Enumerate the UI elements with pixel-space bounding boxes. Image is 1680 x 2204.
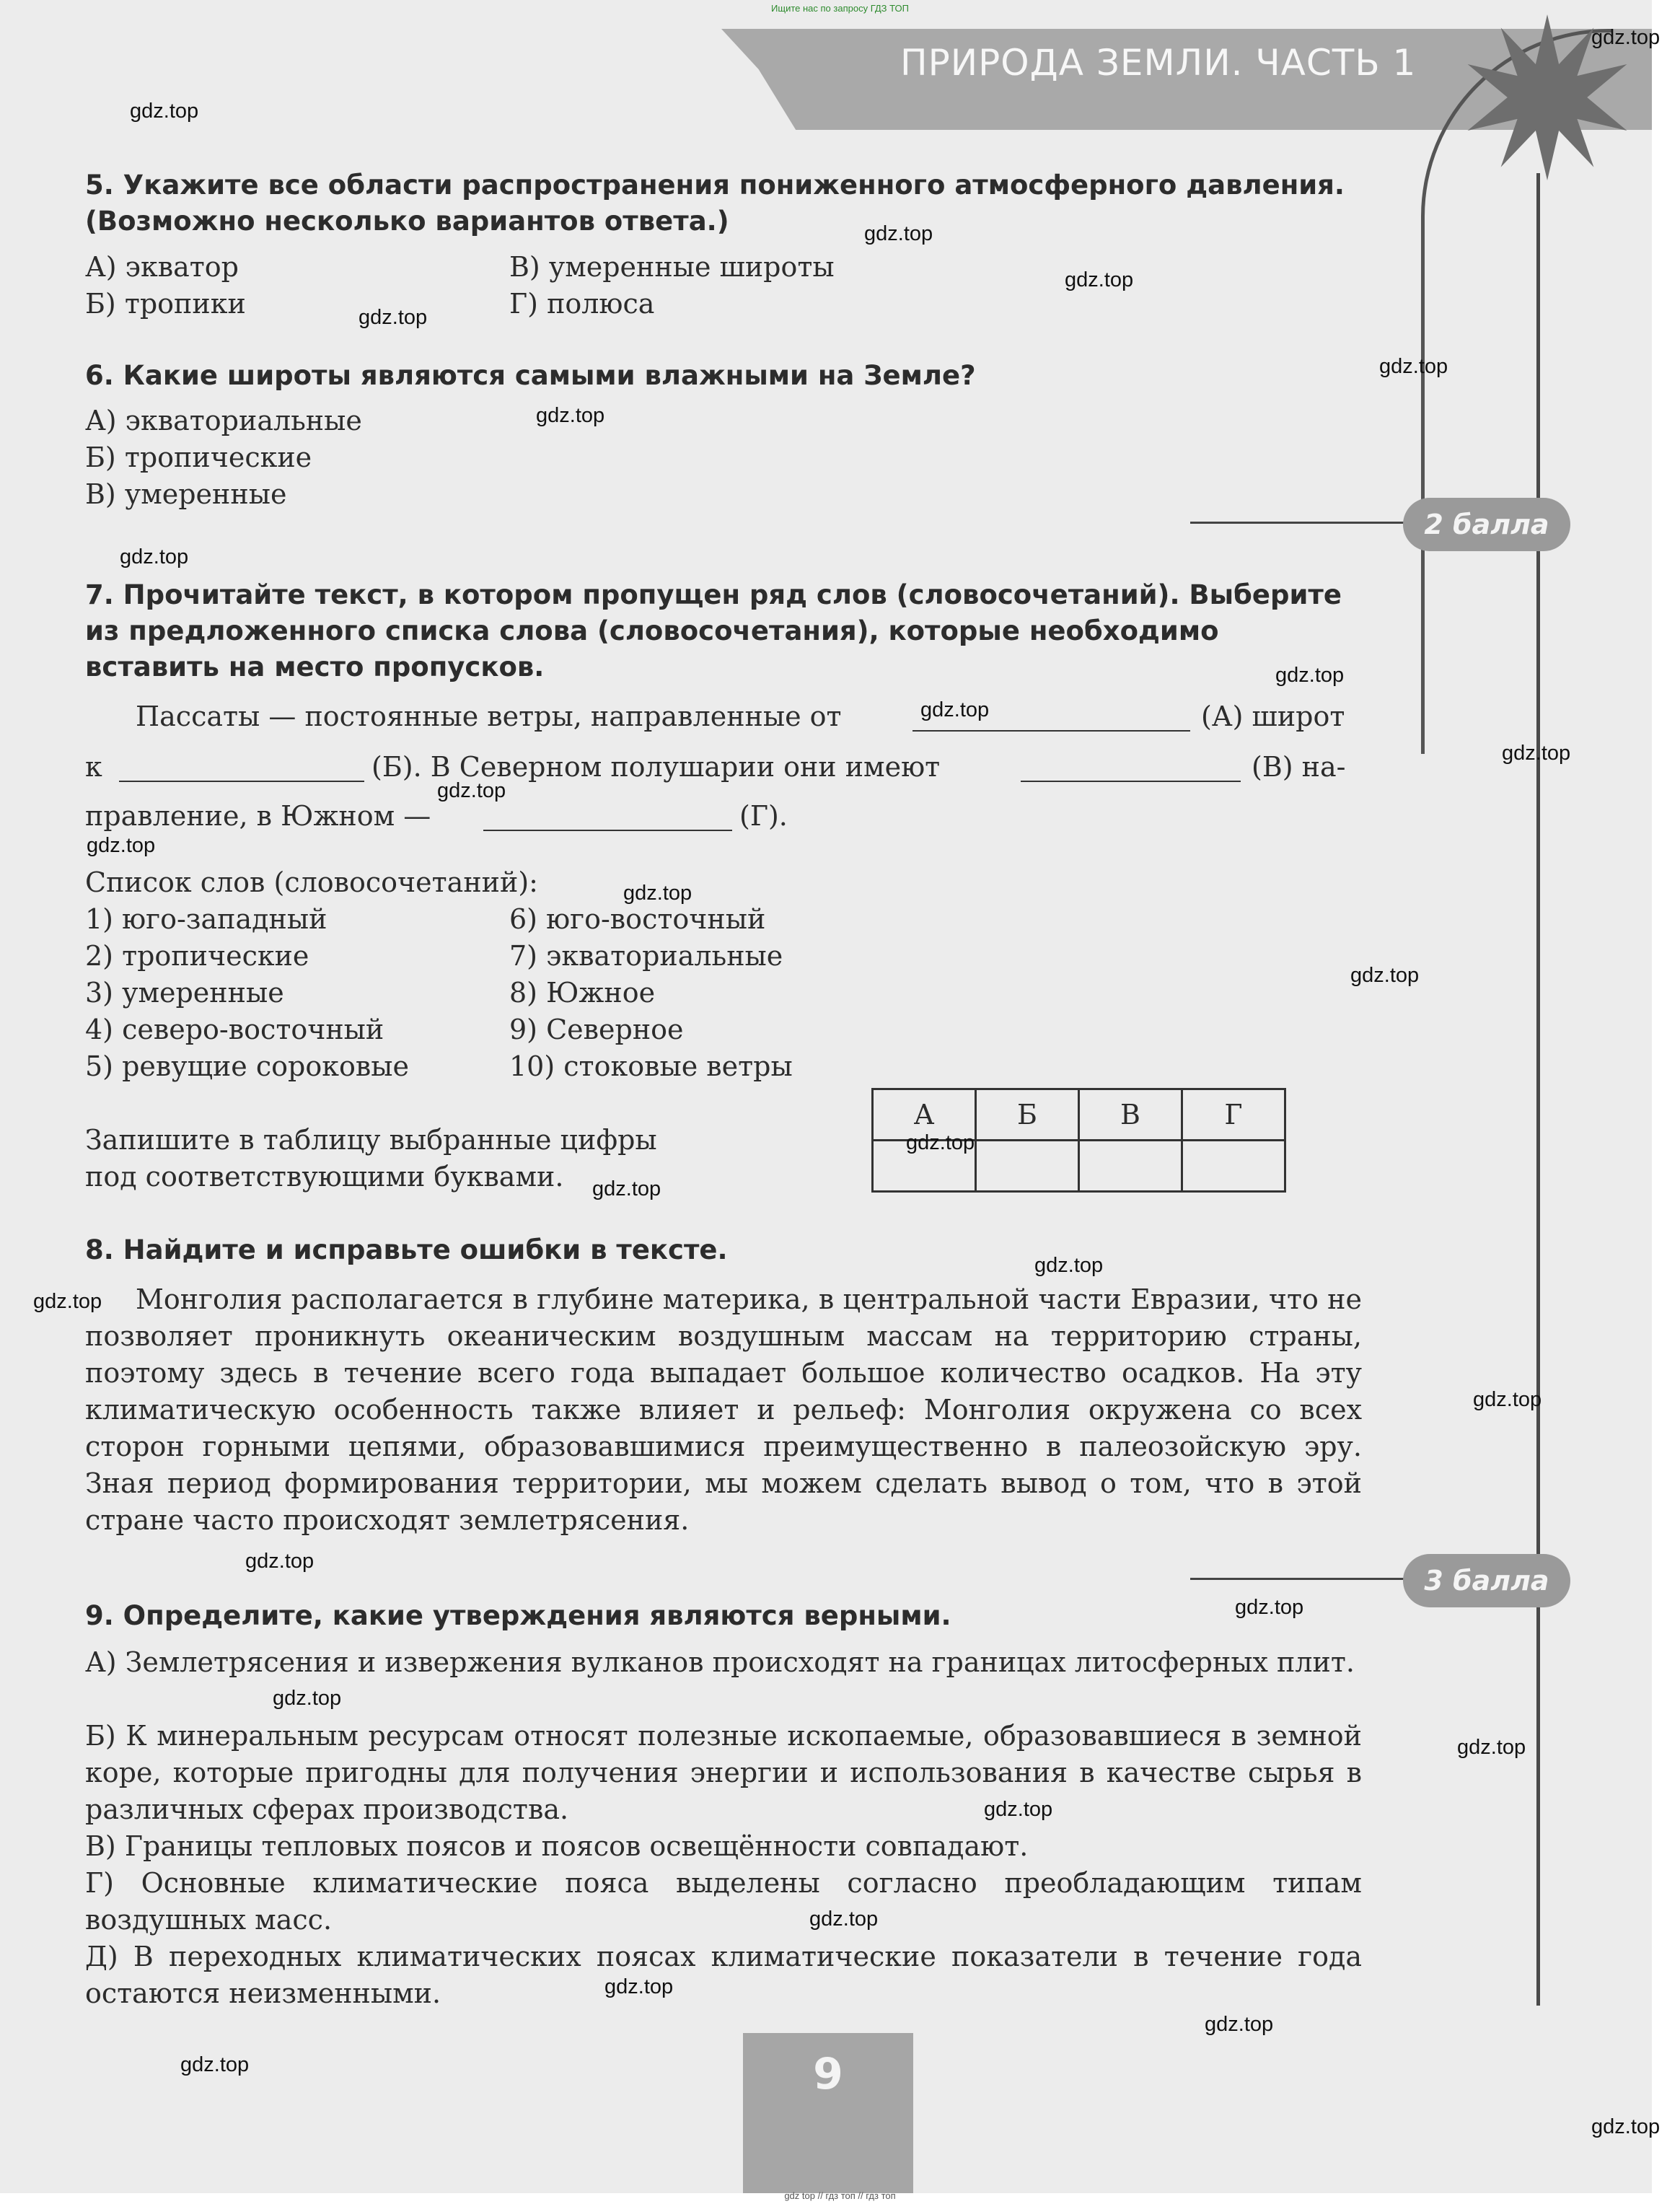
watermark: gdz.top	[864, 222, 933, 245]
q7-word-10: 10) стоковые ветры	[509, 1050, 793, 1082]
q8-text: Монголия располагается в глубине материка, в центральной части Евразии, что не позволяет проникнуть океаническим воздушным массам на территорию страны, поэтому здесь в течение всего года выпадает большое количество осадков. На эту климатическую особенность также влияет и рельеф: Монголия окружена со всех сторон горными цепями, образовавшимися преимущественно в палеозойскую эру. Зная период формирования территории, мы можем сделать вывод о том, что в этой стране часто происходят землетрясения.	[85, 1283, 1362, 1536]
watermark: gdz.top	[1379, 355, 1448, 378]
q7-text-line1-start: Пассаты — постоянные ветры, направленные от	[136, 701, 842, 732]
q7-text-line3-end: (Г).	[739, 800, 788, 832]
watermark: gdz.top	[130, 100, 199, 123]
watermark: gdz.top	[273, 1687, 342, 1710]
watermark: gdz.top	[623, 882, 692, 905]
q7-word-8: 8) Южное	[509, 977, 656, 1009]
q7-word-9: 9) Северное	[509, 1014, 684, 1045]
table-header-a: А	[873, 1089, 976, 1141]
watermark: gdz.top	[1591, 26, 1661, 49]
q7-word-7: 7) экваториальные	[509, 940, 783, 972]
blank-g[interactable]	[483, 804, 732, 831]
watermark: gdz.top	[592, 1177, 661, 1200]
q7-text-line2-k: к	[85, 751, 102, 783]
q7-text-line3-start: правление, в Южном —	[85, 800, 431, 832]
watermark: gdz.top	[87, 834, 156, 857]
q9-statement-a: А) Землетрясения и извержения вулканов происходят на границах литосферных плит.	[85, 1646, 1355, 1678]
watermark: gdz.top	[809, 1907, 879, 1931]
watermark: gdz.top	[1065, 268, 1134, 291]
watermark: gdz.top	[906, 1131, 975, 1154]
blank-v[interactable]	[1021, 755, 1241, 782]
site-bottom-note: gdz top // гдз топ // гдз топ	[784, 2190, 896, 2201]
watermark: gdz.top	[1205, 2013, 1274, 2036]
q9-statement-b: Б) К минеральным ресурсам относят полезные ископаемые, образовавшиеся в земной коре, которые пригодны для получения энергии и использования в качестве сырья в различных сферах производства.	[85, 1720, 1362, 1825]
watermark: gdz.top	[920, 698, 990, 721]
watermark: gdz.top	[1275, 664, 1345, 687]
q7-text-line1-end: (А) широт	[1201, 701, 1345, 732]
q9-statement-c: В) Границы тепловых поясов и поясов освещённости совпадают.	[85, 1830, 1029, 1862]
watermark: gdz.top	[437, 779, 506, 802]
q9-statement-d: Г) Основные климатические пояса выделены согласно преобладающим типам воздушных масс.	[85, 1867, 1362, 1936]
answer-cell-b[interactable]	[976, 1141, 1079, 1192]
watermark: gdz.top	[120, 545, 189, 568]
q7-word-3: 3) умеренные	[85, 977, 284, 1009]
table-header-b: Б	[976, 1089, 1079, 1141]
watermark: gdz.top	[536, 404, 605, 427]
q7-text-line2-end: (В) на-	[1252, 751, 1346, 783]
blank-b[interactable]	[119, 755, 364, 782]
watermark: gdz.top	[1591, 2115, 1661, 2138]
q5-option-d: Г) полюса	[509, 288, 655, 320]
q7-instruction-line1: Запишите в таблицу выбранные цифры	[85, 1124, 657, 1156]
q5-option-c: В) умеренные широты	[509, 251, 835, 283]
watermark: gdz.top	[245, 1550, 315, 1573]
q5-option-a: А) экватор	[85, 251, 239, 283]
watermark: gdz.top	[984, 1798, 1053, 1821]
score-line	[1190, 1578, 1407, 1580]
question-6-title: 6. Какие широты являются самыми влажными на Земле?	[85, 360, 976, 391]
q7-word-1: 1) юго-западный	[85, 903, 327, 935]
q6-option-b: Б) тропические	[85, 442, 312, 473]
watermark: gdz.top	[180, 2053, 250, 2076]
question-7-title: 7. Прочитайте текст, в котором пропущен ряд слов (словосочетаний). Выберите из предложенного списка слова (словосочетания), которые необходимо вставить на место пропусков.	[85, 579, 1342, 682]
watermark: gdz.top	[1502, 742, 1571, 765]
watermark: gdz.top	[604, 1975, 674, 1998]
q7-list-title: Список слов (словосочетаний):	[85, 866, 538, 898]
watermark: gdz.top	[33, 1290, 102, 1313]
page-header-title: ПРИРОДА ЗЕМЛИ. ЧАСТЬ 1	[900, 42, 1417, 84]
question-9-title: 9. Определите, какие утверждения являются верными.	[85, 1600, 951, 1631]
page-number: 9	[813, 2049, 843, 2099]
watermark: gdz.top	[1473, 1388, 1542, 1411]
q6-option-c: В) умеренные	[85, 478, 287, 510]
watermark: gdz.top	[359, 306, 428, 329]
site-top-note: Ищите нас по запросу ГДЗ ТОП	[771, 3, 909, 14]
q7-word-6: 6) юго-восточный	[509, 903, 766, 935]
q7-text-line2-mid: (Б). В Северном полушарии они имеют	[371, 751, 941, 783]
q7-instruction-line2: под соответствующими буквами.	[85, 1161, 564, 1193]
q5-option-b: Б) тропики	[85, 288, 246, 320]
q7-word-2: 2) тропические	[85, 940, 309, 972]
table-header-v: В	[1079, 1089, 1182, 1141]
answer-cell-g[interactable]	[1182, 1141, 1285, 1192]
answer-cell-v[interactable]	[1079, 1141, 1182, 1192]
score-badge-3: 3 балла	[1403, 1554, 1570, 1607]
score-line	[1190, 522, 1407, 524]
watermark: gdz.top	[1235, 1596, 1304, 1619]
table-header-g: Г	[1182, 1089, 1285, 1141]
watermark: gdz.top	[1034, 1254, 1104, 1277]
q6-option-a: А) экваториальные	[85, 405, 362, 436]
q7-word-5: 5) ревущие сороковые	[85, 1050, 409, 1082]
question-8-title: 8. Найдите и исправьте ошибки в тексте.	[85, 1234, 728, 1265]
score-badge-2: 2 балла	[1403, 498, 1570, 551]
margin-line	[1536, 173, 1540, 2006]
watermark: gdz.top	[1457, 1736, 1526, 1759]
q9-statement-e: Д) В переходных климатических поясах климатические показатели в течение года остаются неизменными.	[85, 1941, 1362, 2009]
question-5-title: 5. Укажите все области распространения пониженного атмосферного давления. (Возможно несколько вариантов ответа.)	[85, 170, 1345, 237]
q7-word-4: 4) северо-восточный	[85, 1014, 384, 1045]
watermark: gdz.top	[1350, 964, 1420, 987]
